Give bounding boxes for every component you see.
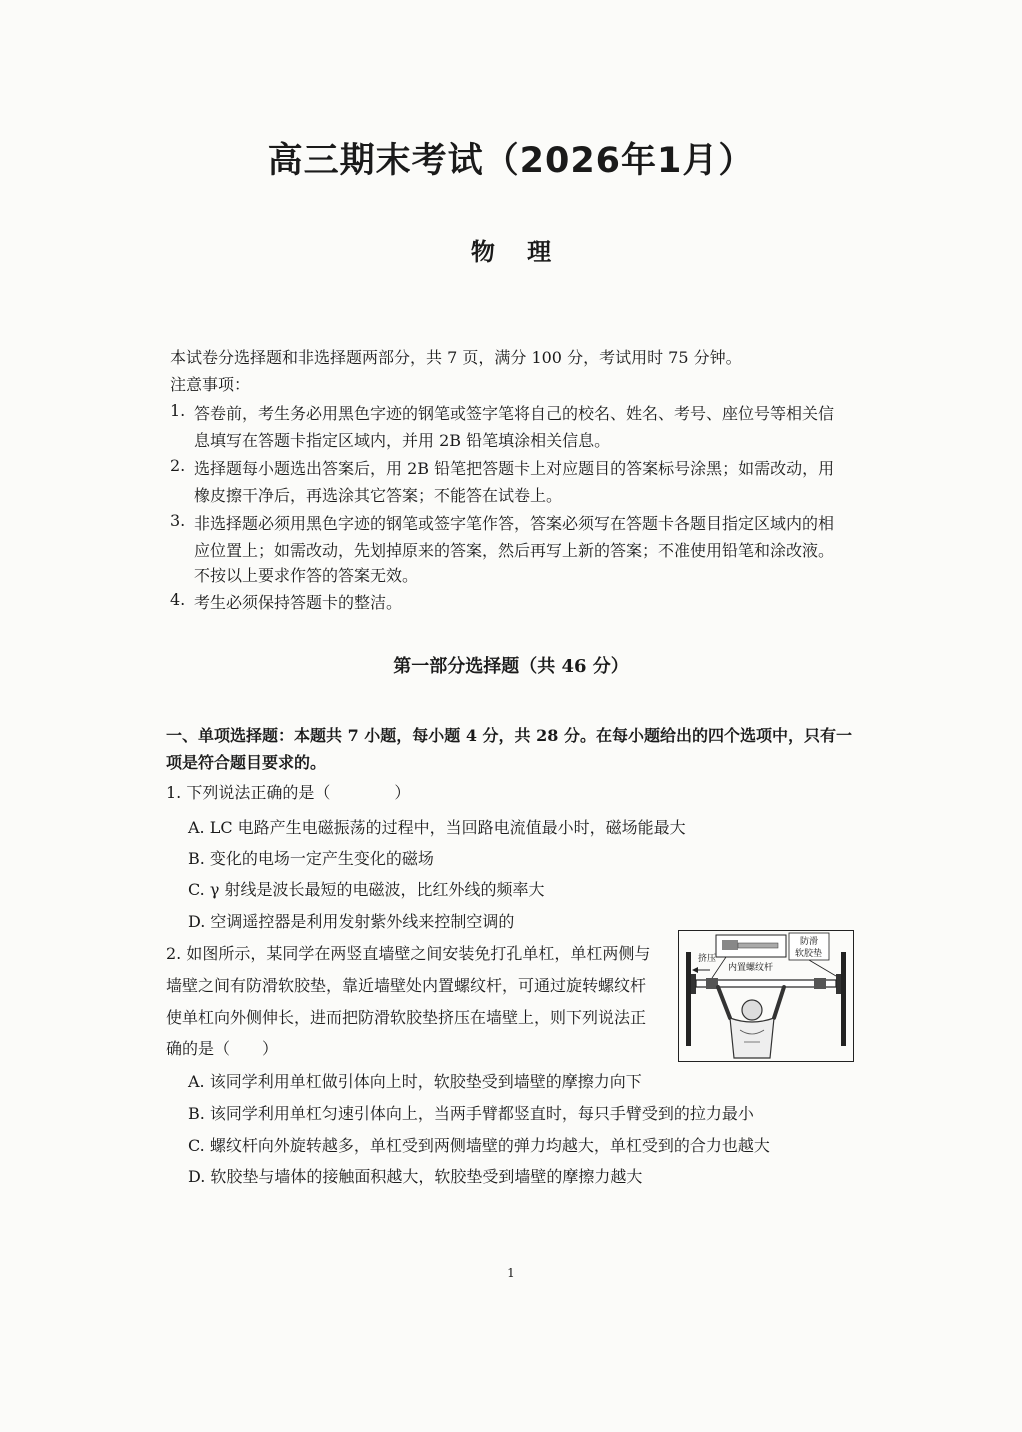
subject-title: 物 理	[470, 237, 564, 266]
notice-item-line: 应位置上；如需改动，先划掉原来的答案，然后再写上新的答案；不准使用铅笔和涂改液。	[194, 541, 835, 560]
answer-option: D. 空调遥控器是利用发射紫外线来控制空调的	[188, 912, 515, 931]
section-heading: 一、单项选择题：本题共 7 小题，每小题 4 分，共 28 分。在每小题给出的四个选项中，只有一	[166, 726, 852, 745]
notice-item-number: 2.	[170, 456, 186, 475]
figure-label-rod: 内置螺纹杆	[728, 963, 774, 973]
inset-threaded-rod	[738, 943, 778, 948]
question-stem: 2. 如图所示，某同学在两竖直墙壁之间安装免打孔单杠，单杠两侧与	[166, 944, 651, 963]
left-pad	[691, 974, 696, 994]
head	[742, 1000, 762, 1020]
inset-rod-head	[722, 940, 738, 950]
right-arm	[774, 987, 784, 1018]
notice-item-number: 3.	[170, 511, 186, 530]
pad-pointer	[809, 960, 836, 976]
section-heading: 项是符合题目要求的。	[166, 753, 327, 772]
part-one-title: 第一部分选择题（共 46 分）	[393, 656, 629, 677]
answer-option: C. 螺纹杆向外旋转越多，单杠受到两侧墙壁的弹力均越大，单杠受到的合力也越大	[188, 1136, 770, 1155]
notice-item-line: 答卷前，考生务必用黑色字迹的钢笔或签字笔将自己的校名、姓名、考号、座位号等相关信	[194, 404, 835, 423]
notice-item-line: 息填写在答题卡指定区域内，并用 2B 铅笔填涂相关信息。	[194, 431, 611, 450]
notice-item-line: 考生必须保持答题卡的整洁。	[194, 593, 403, 612]
exam-intro: 本试卷分选择题和非选择题两部分，共 7 页，满分 100 分，考试用时 75 分钟。	[170, 348, 742, 367]
figure-label-pad-line1: 防滑	[800, 937, 819, 947]
notice-item-line: 选择题每小题选出答案后，用 2B 铅笔把答题卡上对应题目的答案标号涂黑；如需改动，用	[194, 459, 835, 478]
notice-item-line: 橡皮擦干净后，再选涂其它答案；不能答在试卷上。	[194, 486, 563, 505]
torso	[730, 1018, 774, 1058]
answer-option: A. 该同学利用单杠做引体向上时，软胶垫受到墙壁的摩擦力向下	[188, 1072, 642, 1091]
right-wall	[841, 952, 846, 1046]
left-arm	[718, 987, 730, 1018]
answer-option: C. γ 射线是波长最短的电磁波，比红外线的频率大	[188, 880, 545, 899]
answer-option: B. 该同学利用单杠匀速引体向上，当两手臂都竖直时，每只手臂受到的拉力最小	[188, 1104, 754, 1123]
answer-option: D. 软胶垫与墙体的接触面积越大，软胶垫受到墙壁的摩擦力越大	[188, 1167, 643, 1186]
notice-item-number: 4.	[170, 590, 186, 609]
question-stem: 确的是（ ）	[166, 1039, 279, 1058]
answer-option: B. 变化的电场一定产生变化的磁场	[188, 849, 434, 868]
notice-heading: 注意事项：	[170, 375, 251, 394]
figure-label-pad-line2: 软胶垫	[795, 949, 823, 959]
right-grip	[814, 978, 826, 989]
figure-label-squeeze: 挤压	[698, 954, 717, 964]
page-number: 1	[507, 1266, 515, 1280]
answer-option: A. LC 电路产生电磁振荡的过程中，当回路电流值最小时，磁场能最大	[188, 818, 686, 837]
question-stem: 使单杠向外侧伸长，进而把防滑软胶垫挤压在墙壁上，则下列说法正	[166, 1008, 647, 1027]
notice-item-line: 不按以上要求作答的答案无效。	[194, 566, 419, 585]
exam-title: 高三期末考试（2026年1月）	[267, 141, 755, 181]
left-wall	[686, 952, 691, 1046]
right-pad	[836, 974, 841, 994]
question-stem: 墙壁之间有防滑软胶垫，靠近墙壁处内置螺纹杆，可通过旋转螺纹杆	[166, 976, 647, 995]
notice-item-number: 1.	[170, 401, 186, 420]
question-stem: 1. 下列说法正确的是（ ）	[166, 783, 411, 802]
pullup-bar-figure	[678, 930, 854, 1062]
notice-item-line: 非选择题必须用黑色字迹的钢笔或签字笔作答，答案必须写在答题卡各题目指定区域内的相	[194, 514, 835, 533]
squeeze-arrowhead	[692, 967, 698, 973]
